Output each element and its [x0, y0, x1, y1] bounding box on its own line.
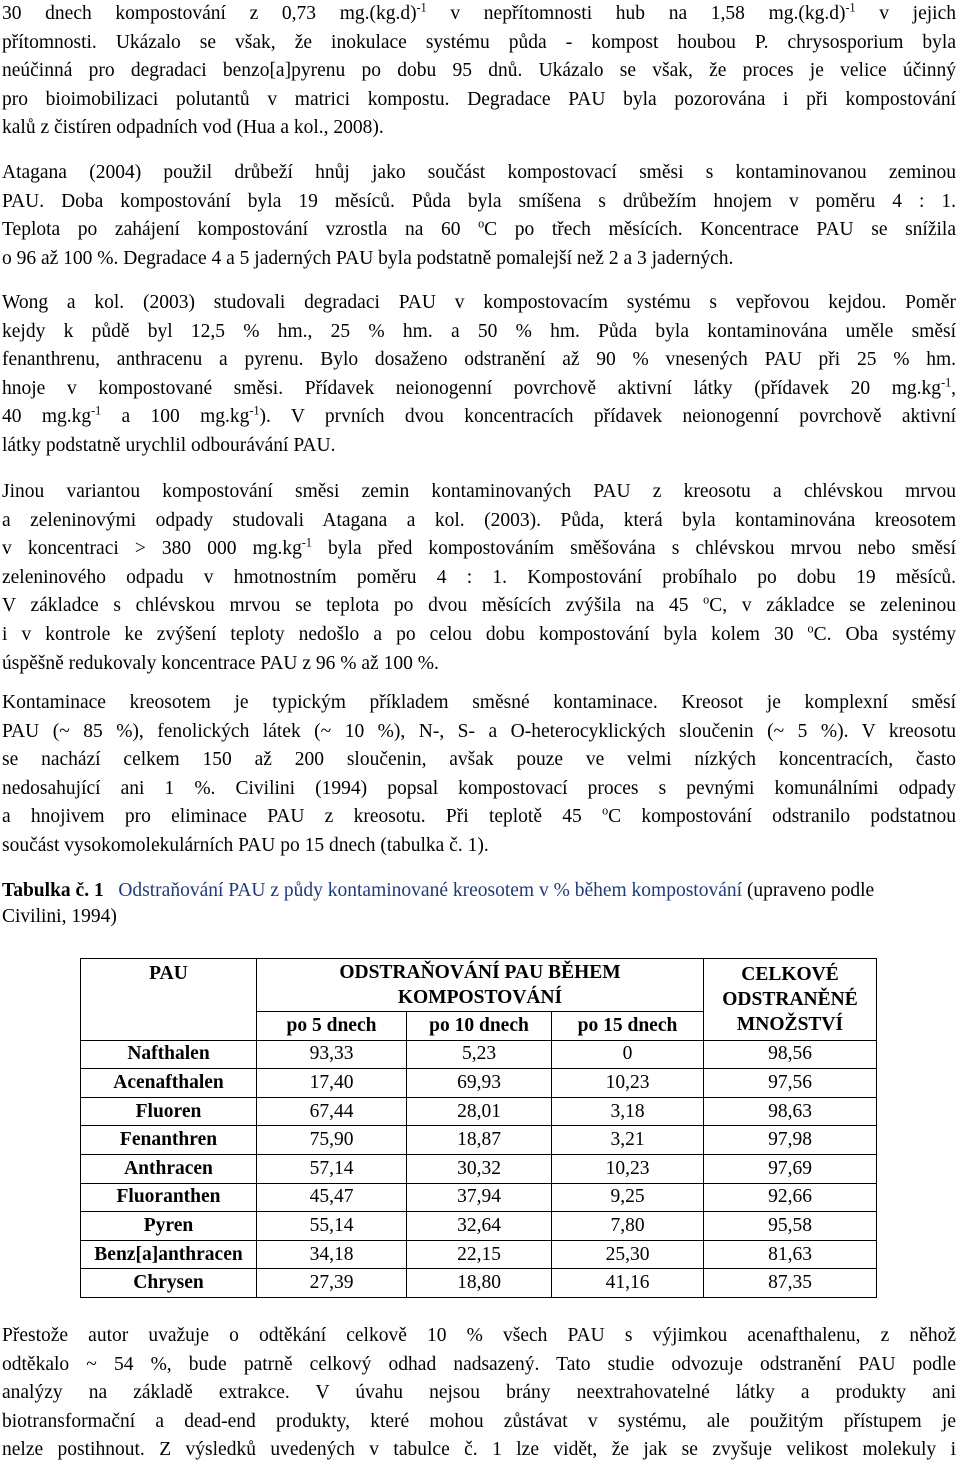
text-line: Atagana (2004) použil drůbeží hnůj jako součást kompostovací směsi s kontaminovanou zeminou — [2, 162, 956, 183]
cell-total: 81,63 — [704, 1240, 877, 1269]
cell-compound: Nafthalen — [81, 1040, 257, 1069]
text-line: o 96 až 100 %. Degradace 4 a 5 jaderných PAU byla podstatně pomalejší než 2 a 3 jaderných. — [2, 247, 734, 269]
cell-total: 98,63 — [704, 1097, 877, 1126]
cell-10-days: 18,87 — [407, 1126, 552, 1155]
paragraph-3 — [2, 289, 956, 461]
cell-total: 97,56 — [704, 1069, 877, 1098]
cell-compound: Chrysen — [81, 1269, 257, 1298]
cell-15-days: 10,23 — [552, 1154, 704, 1183]
cell-10-days: 22,15 — [407, 1240, 552, 1269]
cell-5-days: 75,90 — [257, 1126, 407, 1155]
header-total-removed: CELKOVÉ ODSTRANĚNÉ MNOŽSTVÍ — [704, 959, 877, 1041]
cell-compound: Fluoranthen — [81, 1183, 257, 1212]
cell-5-days: 55,14 — [257, 1212, 407, 1241]
text-line: látky podstatně urychlil odbourávání PAU. — [2, 434, 336, 456]
text-line: kalů z čistíren odpadních vod (Hua a kol., 2008). — [2, 117, 384, 139]
cell-5-days: 67,44 — [257, 1097, 407, 1126]
cell-total: 92,66 — [704, 1183, 877, 1212]
cell-15-days: 7,80 — [552, 1212, 704, 1241]
cell-15-days: 25,30 — [552, 1240, 704, 1269]
cell-15-days: 3,18 — [552, 1097, 704, 1126]
cell-compound: Benz[a]anthracen — [81, 1240, 257, 1269]
paragraph-6 — [2, 1322, 956, 1465]
text-line: hnoje v kompostované směsi. Přídavek neionogenní povrchově aktivní látky (přídavek 20 $mg.kg^{-1}$, — [2, 375, 956, 399]
text-line: biotransformační a dead-end produkty, které mohou zůstávat v systému, ale použitým přístupem je — [2, 1410, 956, 1432]
cell-10-days: 32,64 — [407, 1212, 552, 1241]
table-row — [81, 1240, 877, 1269]
cell-15-days: 0 — [552, 1040, 704, 1069]
table-caption-source-2: Civilini, 1994) — [2, 906, 117, 927]
text-line: PAU. Doba kompostování byla 19 měsíců. Půda byla smíšena s drůbežím hnojem v poměru 4 : 1. — [2, 190, 956, 212]
header-after-10-days: po 10 dnech — [407, 1012, 552, 1041]
table-caption — [2, 878, 956, 930]
table-row — [81, 1097, 877, 1126]
text-line: pro bioimobilizaci polutantů v matrici kompostu. Degradace PAU byla pozorována i při kompostování — [2, 88, 956, 110]
cell-total: 87,35 — [704, 1269, 877, 1298]
cell-5-days: 45,47 — [257, 1183, 407, 1212]
text-line: neúčinná pro degradaci benzo[a]pyrenu po dobu 95 dnů. Ukázalo se však, že proces je velice účinný — [2, 60, 956, 82]
text-line: se nachází celkem 150 až 200 sloučenin, avšak pouze ve velmi nízkých koncentracích, často — [2, 749, 956, 771]
cell-total: 97,98 — [704, 1126, 877, 1155]
text-line: Přestože autor uvažuje o odtěkání celkově 10 % všech PAU s výjimkou acenafthalenu, z něhož — [2, 1325, 956, 1346]
cell-compound: Acenafthalen — [81, 1069, 257, 1098]
table-row — [81, 1183, 877, 1212]
cell-5-days: 17,40 — [257, 1069, 407, 1098]
cell-5-days: 57,14 — [257, 1154, 407, 1183]
text-line: 40 $mg.kg^{-1}$ a 100 $mg.kg^{-1}$). V prvních dvou koncentracích přídavek neionogenní povrchově aktivní — [2, 403, 956, 428]
paragraph-4 — [2, 478, 956, 678]
text-line: Jinou variantou kompostování směsi zemin kontaminovaných PAU z kreosotu a chlévskou mrvou — [2, 481, 956, 502]
cell-10-days: 37,94 — [407, 1183, 552, 1212]
cell-5-days: 34,18 — [257, 1240, 407, 1269]
cell-15-days: 3,21 — [552, 1126, 704, 1155]
header-after-5-days: po 5 dnech — [257, 1012, 407, 1041]
cell-10-days: 18,80 — [407, 1269, 552, 1298]
table-row — [81, 1040, 877, 1069]
text-line: v koncentraci > 380 000 $mg.kg^{-1}$ byla před kompostováním směšována s chlévskou mrvou nebo směsí — [2, 535, 956, 560]
text-line: a hnojivem pro eliminace PAU z kreosotu. Při teplotě 45 $^o$C kompostování odstranilo podstatnou — [2, 803, 957, 828]
text-line: PAU (~ 85 %), fenolických látek (~ 10 %), N-, S- a O-heterocyklických sloučenin (~ 5 %). V kreosotu — [2, 720, 956, 742]
text-line: Kontaminace kreosotem je typickým příkladem směsné kontaminace. Kreosot je komplexní směsí — [2, 692, 956, 713]
cell-10-days: 69,93 — [407, 1069, 552, 1098]
cell-15-days: 9,25 — [552, 1183, 704, 1212]
text-line: Wong a kol. (2003) studovali degradaci PAU v kompostovacím systému s vepřovou kejdou. Poměr — [2, 292, 956, 313]
cell-total: 97,69 — [704, 1154, 877, 1183]
paragraph-2 — [2, 159, 956, 273]
cell-compound: Fluoren — [81, 1097, 257, 1126]
paragraph-1 — [2, 0, 956, 143]
cell-compound: Fenanthren — [81, 1126, 257, 1155]
cell-total: 98,56 — [704, 1040, 877, 1069]
text-line: součást vysokomolekulárních PAU po 15 dnech (tabulka č. 1). — [2, 834, 489, 856]
table-row — [81, 1269, 877, 1298]
cell-compound: Pyren — [81, 1212, 257, 1241]
cell-total: 95,58 — [704, 1212, 877, 1241]
table-caption-label: Tabulka č. 1 — [2, 880, 104, 901]
text-line: nedosahující ani 1 %. Civilini (1994) popsal kompostovací proces s pevnými komunálními odpady — [2, 777, 956, 799]
table-row — [81, 1212, 877, 1241]
text-line: fenanthrenu, anthracenu a pyrenu. Bylo dosaženo odstranění až 90 % vnesených PAU při 25 % hm. — [2, 349, 956, 371]
text-line: odtěkalo ~ 54 %, bude patrně celkový odhad nadsazený. Tato studie odvozuje odstranění PAU podle — [2, 1353, 956, 1375]
cell-10-days: 28,01 — [407, 1097, 552, 1126]
paragraph-5 — [2, 689, 956, 861]
table-caption-source: (upraveno podle — [742, 880, 875, 901]
header-after-15-days: po 15 dnech — [552, 1012, 704, 1041]
text-line: Teplota po zahájení kompostování vzrostla na 60 $^o$C po třech měsících. Koncentrace PAU se snížila — [2, 216, 956, 241]
table-row — [81, 1154, 877, 1183]
text-line: analýzy na základě extrakce. V úvahu nejsou brány neextrahovatelné látky a produkty ani — [2, 1382, 956, 1404]
text-line: i v kontrole ke zvýšení teploty nedošlo a po celou dobu kompostování byla kolem 30 $^o$C. Oba systémy — [2, 621, 956, 645]
table-caption-text: Odstraňování PAU z půdy kontaminované kreosotem v % během kompostování — [118, 880, 743, 901]
text-line: zeleninového odpadu v hmotnostním poměru 4 : 1. Kompostování probíhalo po dobu 19 měsíců. — [2, 566, 956, 588]
text-line: přítomnosti. Ukázalo se však, že inokulace systému půda - kompost houbou P. chrysosporium byla — [2, 31, 956, 53]
header-removal-during-composting: ODSTRAŇOVÁNÍ PAU BĚHEM KOMPOSTOVÁNÍ — [257, 959, 704, 1012]
cell-5-days: 93,33 — [257, 1040, 407, 1069]
text-line: nelze postihnout. Z výsledků uvedených v tabulce č. 1 lze vidět, že jak se zvyšuje velikost molekuly i — [2, 1439, 956, 1461]
cell-compound: Anthracen — [81, 1154, 257, 1183]
text-line: a zeleninovými odpady studovali Atagana a kol. (2003). Půda, která byla kontaminována kreosotem — [2, 509, 956, 531]
text-line: úspěšně redukovaly koncentrace PAU z 96 % až 100 %. — [2, 652, 439, 674]
text-line: V základce s chlévskou mrvou se teplota po dvou měsících zvýšila na 45 $^o$C, v základce se zeleninou — [2, 592, 956, 617]
text-line: 30 dnech kompostování z 0,73 $mg.(kg.d)^{-1}$ v nepřítomnosti hub na 1,58 $mg.(kg.d)^{-1}$ v jejich — [2, 0, 956, 24]
cell-5-days: 27,39 — [257, 1269, 407, 1298]
header-pau: PAU — [81, 959, 257, 1041]
pau-table — [80, 958, 877, 1298]
table-row — [81, 1069, 877, 1098]
cell-15-days: 10,23 — [552, 1069, 704, 1098]
table-row — [81, 1126, 877, 1155]
cell-15-days: 41,16 — [552, 1269, 704, 1298]
cell-10-days: 30,32 — [407, 1154, 552, 1183]
text-line: kejdy k půdě byl 12,5 % hm., 25 % hm. a 50 % hm. Půda byla kontaminována uměle směsí — [2, 320, 956, 342]
cell-10-days: 5,23 — [407, 1040, 552, 1069]
